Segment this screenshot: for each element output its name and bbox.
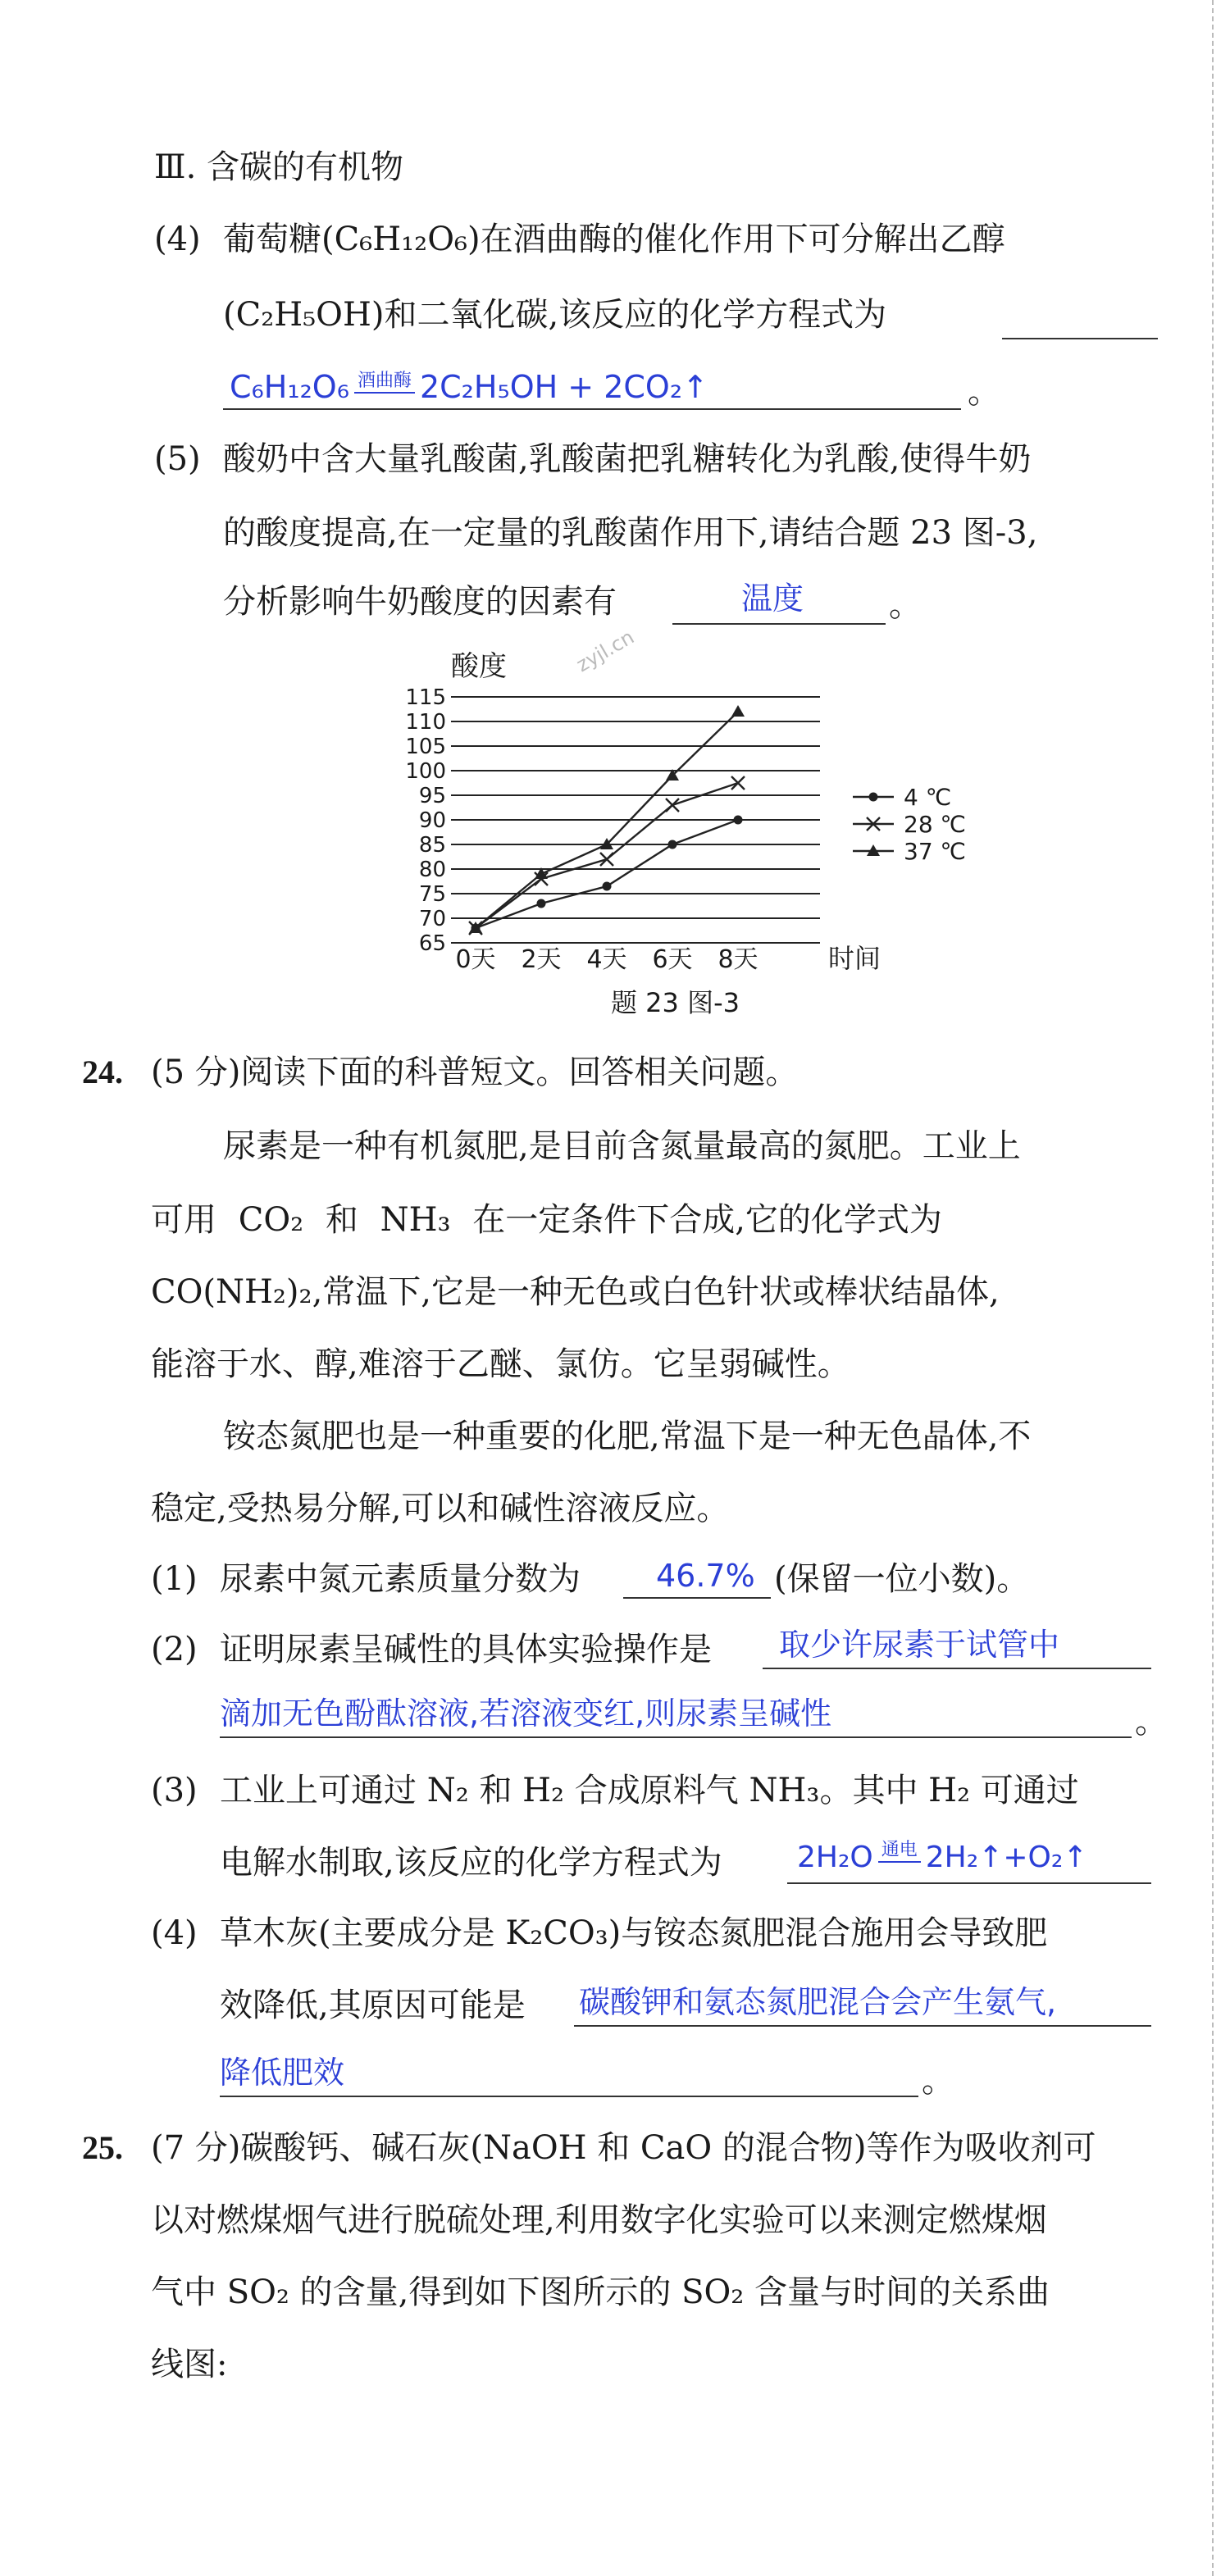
q24-p1-line2: 可用 CO₂ 和 NH₃ 在一定条件下合成,它的化学式为 <box>151 1201 942 1239</box>
series-line <box>476 783 738 928</box>
chart-legend <box>853 784 966 865</box>
y-tick-label: 95 <box>418 784 446 808</box>
legend-marker <box>869 793 878 802</box>
q24-s2-number: (2) <box>151 1631 198 1668</box>
q5-line2: 的酸度提高,在一定量的乳酸菌作用下,请结合题 23 图-3, <box>223 514 1038 552</box>
chart-caption: 题 23 图-3 <box>611 987 740 1018</box>
q24-s4-end: 。 <box>922 2062 954 2100</box>
data-point <box>734 816 743 825</box>
q24-s3-answer-right: 2H₂↑+O₂↑ <box>925 1841 1088 1874</box>
data-point <box>731 776 745 790</box>
x-tick-label: 2天 <box>521 945 562 974</box>
data-point <box>731 705 745 717</box>
chart-x-ticks <box>455 945 758 974</box>
q5-line3: 分析影响牛奶酸度的因素有 <box>223 583 617 621</box>
chart-ylabel: 酸度 <box>451 650 507 683</box>
q24-number: 24. <box>82 1054 123 1090</box>
y-tick-label: 65 <box>418 931 446 956</box>
q24-s4-answer1: 碳酸钾和氨态氮肥混合会产生氨气, <box>579 1984 1057 2020</box>
q24-p2-line1: 铵态氮肥也是一种重要的化肥,常温下是一种无色晶体,不 <box>223 1418 1032 1455</box>
q24-s1-blank <box>623 1597 771 1599</box>
q25-line1: (7 分)碳酸钙、碱石灰(NaOH 和 CaO 的混合物)等作为吸收剂可 <box>151 2129 1096 2167</box>
data-point <box>600 853 613 866</box>
q24-s2-answer1: 取少许尿素于试管中 <box>779 1627 1060 1663</box>
q24-s3-number: (3) <box>151 1772 198 1809</box>
q4-answer <box>230 364 708 410</box>
q25-line2: 以对燃煤烟气进行脱硫处理,利用数字化实验可以来测定燃煤烟 <box>151 2201 1047 2239</box>
q24-s4-text1: 草木灰(主要成分是 K₂CO₃)与铵态氮肥混合施用会导致肥 <box>220 1914 1048 1952</box>
q4-answer-left: C₆H₁₂O₆ <box>230 369 349 405</box>
q4-line2: (C₂H₅OH)和二氧化碳,该反应的化学方程式为 <box>223 296 887 334</box>
q24-s2-end: 。 <box>1135 1703 1168 1741</box>
q24-s4-blank1 <box>574 2025 1151 2027</box>
y-tick-label: 80 <box>418 858 446 882</box>
acidity-line-chart <box>405 639 1033 1033</box>
y-tick-label: 115 <box>405 685 446 710</box>
q24-s3-text1: 工业上可通过 N₂ 和 H₂ 合成原料气 NH₃。其中 H₂ 可通过 <box>220 1772 1079 1809</box>
x-tick-label: 6天 <box>652 945 693 974</box>
q24-s4-number: (4) <box>151 1914 198 1952</box>
y-tick-label: 110 <box>405 710 446 735</box>
data-point <box>666 799 679 812</box>
series-line <box>476 820 738 928</box>
q24-s1-answer: 46.7% <box>656 1558 755 1594</box>
section-title: Ⅲ. 含碳的有机物 <box>154 148 404 186</box>
q25-line3: 气中 SO₂ 的含量,得到如下图所示的 SO₂ 含量与时间的关系曲 <box>151 2273 1050 2311</box>
q24-s3-answer-left: 2H₂O <box>797 1841 873 1874</box>
q24-s1-end: (保留一位小数)。 <box>774 1560 1030 1598</box>
q24-p1-line3: CO(NH₂)₂,常温下,它是一种无色或白色针状或棒状结晶体, <box>151 1273 1000 1311</box>
y-tick-label: 85 <box>418 833 446 858</box>
chart-y-ticks <box>405 685 446 956</box>
q24-s3-text2: 电解水制取,该反应的化学方程式为 <box>220 1844 722 1882</box>
data-point <box>603 882 612 891</box>
y-tick-label: 90 <box>418 808 446 833</box>
legend-label: 37 ℃ <box>904 838 966 865</box>
q4-answer-condition: 酒曲酶 <box>354 371 415 394</box>
q24-s2-blank2 <box>220 1736 1132 1738</box>
x-tick-label: 8天 <box>718 945 758 974</box>
q24-p2-line2: 稳定,受热易分解,可以和碱性溶液反应。 <box>151 1490 730 1527</box>
q5-end: 。 <box>889 586 922 624</box>
data-point <box>668 840 677 849</box>
q24-s2-blank1 <box>763 1668 1151 1669</box>
q4-answer-blank-2 <box>223 408 961 410</box>
q24-s1-text: 尿素中氮元素质量分数为 <box>220 1560 581 1598</box>
y-tick-label: 105 <box>405 735 446 759</box>
q24-intro: (5 分)阅读下面的科普短文。回答相关问题。 <box>151 1054 799 1091</box>
page-edge-divider <box>1212 0 1214 2576</box>
y-tick-label: 70 <box>418 907 446 931</box>
q5-number: (5) <box>154 440 201 478</box>
q4-answer-blank-1 <box>1002 338 1158 339</box>
q24-p1-line1: 尿素是一种有机氮肥,是目前含氮量最高的氮肥。工业上 <box>223 1127 1021 1165</box>
q4-end: 。 <box>968 373 1000 411</box>
q25-number: 25. <box>82 2129 123 2166</box>
watermark: zyjl.cn <box>572 625 639 677</box>
q24-s1-number: (1) <box>151 1560 198 1598</box>
q24-s2-text: 证明尿素呈碱性的具体实验操作是 <box>220 1631 712 1668</box>
y-tick-label: 75 <box>418 882 446 907</box>
chart-xlabel: 时间 <box>828 943 882 974</box>
q24-s4-blank2 <box>220 2096 918 2097</box>
q24-s3-answer-condition: 通电 <box>878 1840 921 1863</box>
q24-s2-answer2: 滴加无色酚酞溶液,若溶液变红,则尿素呈碱性 <box>220 1695 832 1732</box>
q24-s4-text2: 效降低,其原因可能是 <box>220 1987 526 2024</box>
q4-answer-right: 2C₂H₅OH + 2CO₂↑ <box>419 369 708 405</box>
data-point <box>537 899 546 908</box>
q24-s4-answer2: 降低肥效 <box>220 2055 345 2091</box>
q5-line1: 酸奶中含大量乳酸菌,乳酸菌把乳糖转化为乳酸,使得牛奶 <box>223 440 1032 478</box>
q24-s3-answer <box>797 1835 1087 1881</box>
legend-label: 28 ℃ <box>904 811 966 838</box>
q24-p1-line4: 能溶于水、醇,难溶于乙醚、氯仿。它呈弱碱性。 <box>151 1345 850 1383</box>
y-tick-label: 100 <box>405 759 446 784</box>
legend-label: 4 ℃ <box>904 784 952 811</box>
x-tick-label: 0天 <box>455 945 496 974</box>
q4-number: (4) <box>154 221 201 258</box>
x-tick-label: 4天 <box>586 945 627 974</box>
q25-line4: 线图: <box>151 2346 228 2383</box>
q5-answer-blank <box>672 623 886 625</box>
q24-s3-blank <box>787 1882 1151 1884</box>
q5-answer: 温度 <box>741 580 804 617</box>
q4-line1: 葡萄糖(C₆H₁₂O₆)在酒曲酶的催化作用下可分解出乙醇 <box>223 221 1005 258</box>
